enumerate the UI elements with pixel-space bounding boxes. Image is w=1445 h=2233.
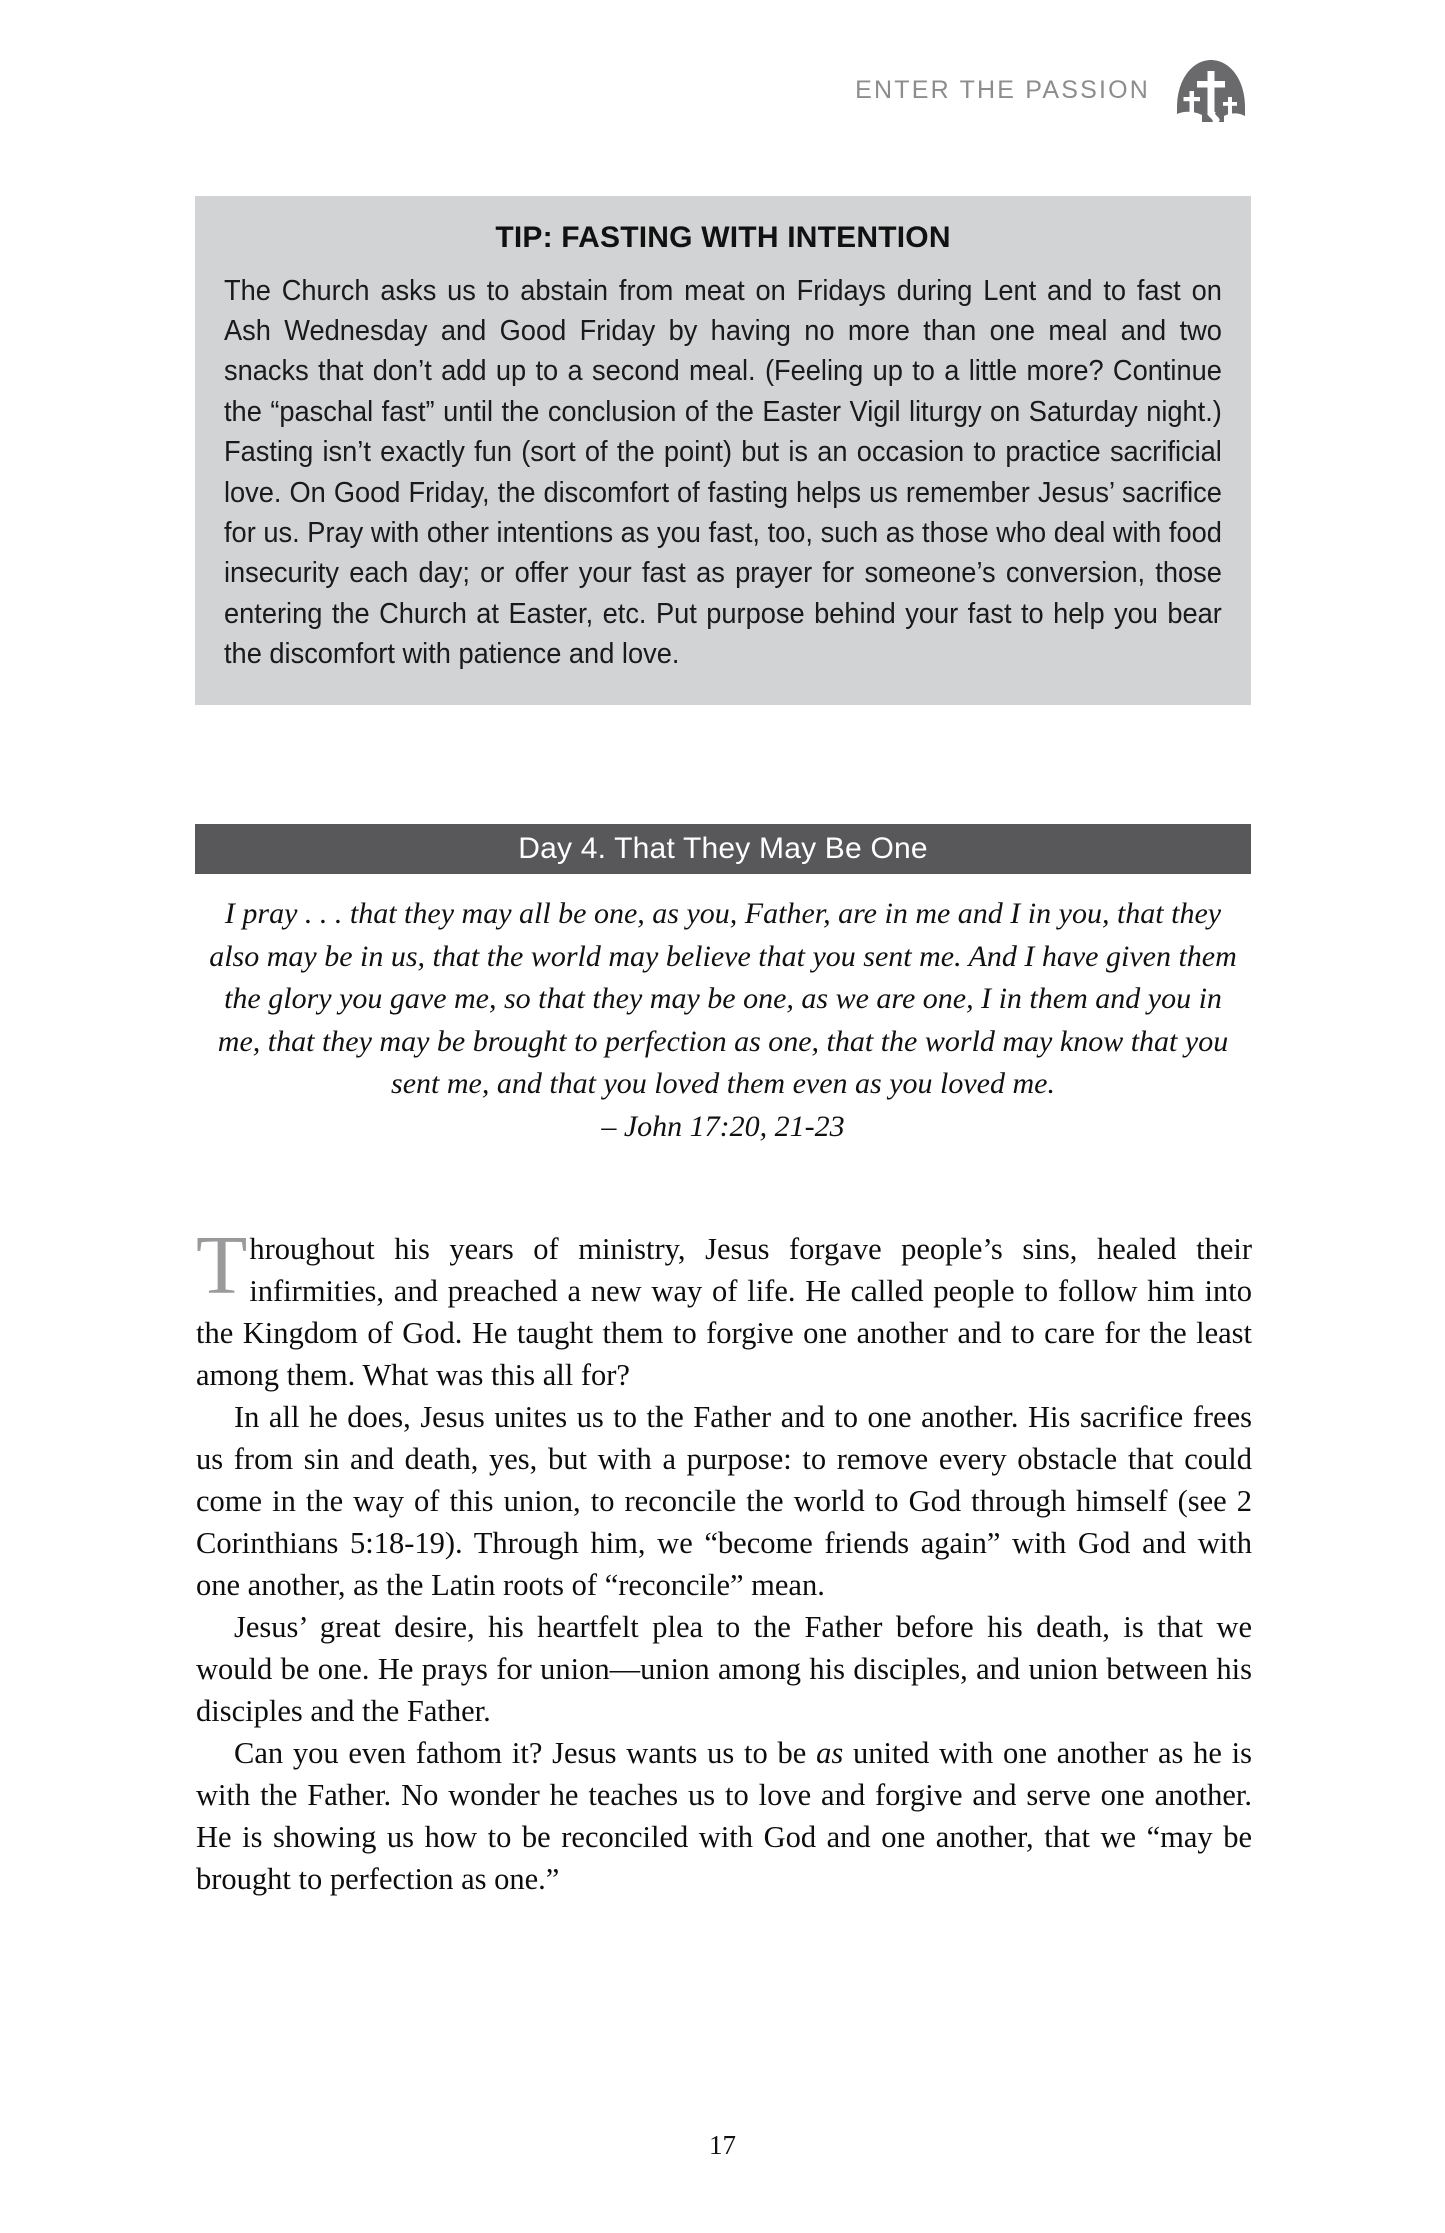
scripture-citation: – John 17:20, 21-23 [601,1109,845,1143]
tip-box-heading: TIP: FASTING WITH INTENTION [495,221,951,254]
tip-box-body: The Church asks us to abstain from meat on Fridays during Lent and to fast on Ash Wednesday and Good Friday by having no more than one meal and two snacks that don’t add up to a second meal. (Feeling up to a little more? Continue the “paschal fast” until the conclusion of the Easter Vigil liturgy on Saturday night.) Fasting isn’t exactly fun (sort of the point) but is an occasion to practice sacrificial love. On Good Friday, the discomfort of fasting helps us remember Jesus’ sacrifice for us. Pray with other intentions as you fast, too, such as those who deal with food insecurity each day; or offer your fast as prayer for someone’s conversion, those entering the Church at Easter, etc. Put purpose behind your fast to help you bear the discomfort with patience and love. [224,274,1222,671]
paragraph-4-text-a: Can you even fathom it? Jesus wants us to be [234,1736,817,1770]
day-banner-label: Day 4. That They May Be One [518,832,928,865]
three-crosses-hill-icon [1172,52,1250,130]
paragraph-1 [196,1219,1252,1396]
drop-cap: T [196,1219,248,1312]
tip-box [195,196,1251,705]
running-header [855,52,1250,130]
paragraph-4 [196,1732,1252,1900]
paragraph-1-text: hroughout his years of ministry, Jesus forgave people’s sins, healed their infirmities, and preached a new way of life. He called people to follow him into the Kingdom of God. He taught them to forgive one another and to care for the least among them. What was this all for? [196,1232,1252,1392]
paragraph-2: In all he does, Jesus unites us to the Father and to one another. His sacrifice frees us from sin and death, yes, but with a purpose: to remove every obstacle that could come in the way of this union, to reconcile the world to God through himself (see 2 Corinthians 5:18-19). Through him, we “become friends again” with God and with one another, as the Latin roots of “reconcile” mean. [196,1400,1252,1602]
page-number: 17 [709,2130,736,2160]
scripture-text: I pray . . . that they may all be one, as you, Father, are in me and I in you, that they also may be in us, that the world may believe that you sent me. And I have given them the glory you gave me, so that they may be one, as we are one, I in them and you in me, that they may be brought to perfection as one, that the world may know that you sent me, and that you loved them even as you loved me. [209,897,1237,1100]
scripture-quote [205,893,1241,1148]
day-banner [195,824,1251,874]
paragraph-4-text-b: united with one another as he is with the Father. No wonder he teaches us to love and forgive and serve one another. He is showing us how to be reconciled with God and one another, that we “may be brought to perfection as one.” [196,1736,1253,1896]
paragraph-3: Jesus’ great desire, his heartfelt plea to the Father before his death, is that we would be one. He prays for union—union among his disciples, and union between his disciples and the Father. [196,1610,1252,1728]
running-header-title: ENTER THE PASSION [855,75,1150,104]
body-copy [196,1219,1253,1900]
paragraph-4-emphasis: as [816,1736,844,1770]
